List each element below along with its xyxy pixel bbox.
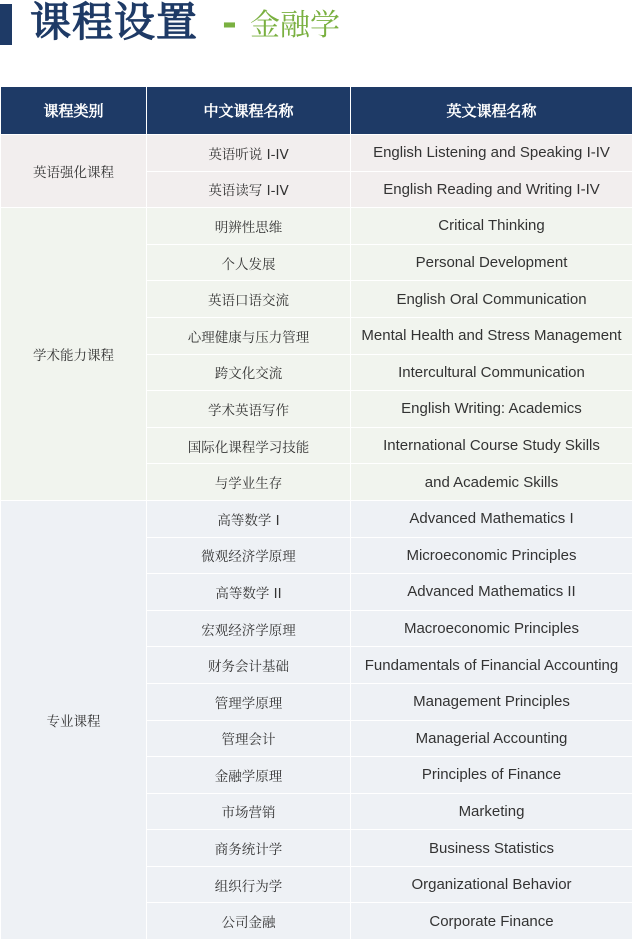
chinese-course-name-cell: 组织行为学	[147, 866, 351, 903]
english-course-name-cell: and Academic Skills	[351, 464, 633, 501]
column-header-english-name: 英文课程名称	[351, 87, 633, 135]
chinese-course-name-cell: 英语口语交流	[147, 281, 351, 318]
table-header-row	[1, 87, 633, 135]
course-category-cell: 英语强化课程	[1, 135, 147, 208]
column-header-category: 课程类别	[1, 87, 147, 135]
page-header	[0, 0, 634, 52]
english-course-name-cell: Business Statistics	[351, 830, 633, 867]
chinese-course-name-cell: 市场营销	[147, 793, 351, 830]
chinese-course-name-cell: 财务会计基础	[147, 647, 351, 684]
chinese-course-name-cell: 管理会计	[147, 720, 351, 757]
chinese-course-name-cell: 与学业生存	[147, 464, 351, 501]
chinese-course-name-cell: 国际化课程学习技能	[147, 427, 351, 464]
course-table-body	[1, 135, 633, 940]
chinese-course-name-cell: 金融学原理	[147, 757, 351, 794]
english-course-name-cell: English Oral Communication	[351, 281, 633, 318]
chinese-course-name-cell: 高等数学 II	[147, 574, 351, 611]
english-course-name-cell: Critical Thinking	[351, 208, 633, 245]
page-subtitle: 金融学	[250, 8, 340, 43]
english-course-name-cell: Marketing	[351, 793, 633, 830]
english-course-name-cell: Mental Health and Stress Management	[351, 317, 633, 354]
column-header-chinese-name: 中文课程名称	[147, 87, 351, 135]
english-course-name-cell: Corporate Finance	[351, 903, 633, 940]
chinese-course-name-cell: 管理学原理	[147, 683, 351, 720]
chinese-course-name-cell: 微观经济学原理	[147, 537, 351, 574]
table-row	[1, 208, 633, 245]
chinese-course-name-cell: 英语听说 I-IV	[147, 135, 351, 172]
english-course-name-cell: Management Principles	[351, 683, 633, 720]
chinese-course-name-cell: 心理健康与压力管理	[147, 317, 351, 354]
english-course-name-cell: English Writing: Academics	[351, 391, 633, 428]
english-course-name-cell: International Course Study Skills	[351, 427, 633, 464]
english-course-name-cell: Personal Development	[351, 244, 633, 281]
course-table	[0, 86, 633, 940]
title-separator: -	[222, 3, 237, 44]
chinese-course-name-cell: 明辨性思维	[147, 208, 351, 245]
chinese-course-name-cell: 英语读写 I-IV	[147, 171, 351, 208]
english-course-name-cell: Principles of Finance	[351, 757, 633, 794]
chinese-course-name-cell: 个人发展	[147, 244, 351, 281]
english-course-name-cell: Organizational Behavior	[351, 866, 633, 903]
english-course-name-cell: Fundamentals of Financial Accounting	[351, 647, 633, 684]
english-course-name-cell: Microeconomic Principles	[351, 537, 633, 574]
english-course-name-cell: English Listening and Speaking I-IV	[351, 135, 633, 172]
title-accent-bar	[0, 4, 12, 45]
table-row	[1, 135, 633, 172]
english-course-name-cell: Advanced Mathematics II	[351, 574, 633, 611]
course-category-cell: 专业课程	[1, 500, 147, 939]
english-course-name-cell: Intercultural Communication	[351, 354, 633, 391]
chinese-course-name-cell: 学术英语写作	[147, 391, 351, 428]
chinese-course-name-cell: 宏观经济学原理	[147, 610, 351, 647]
english-course-name-cell: Advanced Mathematics I	[351, 500, 633, 537]
english-course-name-cell: Managerial Accounting	[351, 720, 633, 757]
english-course-name-cell: English Reading and Writing I-IV	[351, 171, 633, 208]
table-row	[1, 500, 633, 537]
page-title: 课程设置	[30, 0, 198, 46]
chinese-course-name-cell: 公司金融	[147, 903, 351, 940]
english-course-name-cell: Macroeconomic Principles	[351, 610, 633, 647]
course-category-cell: 学术能力课程	[1, 208, 147, 501]
chinese-course-name-cell: 跨文化交流	[147, 354, 351, 391]
chinese-course-name-cell: 高等数学 I	[147, 500, 351, 537]
chinese-course-name-cell: 商务统计学	[147, 830, 351, 867]
